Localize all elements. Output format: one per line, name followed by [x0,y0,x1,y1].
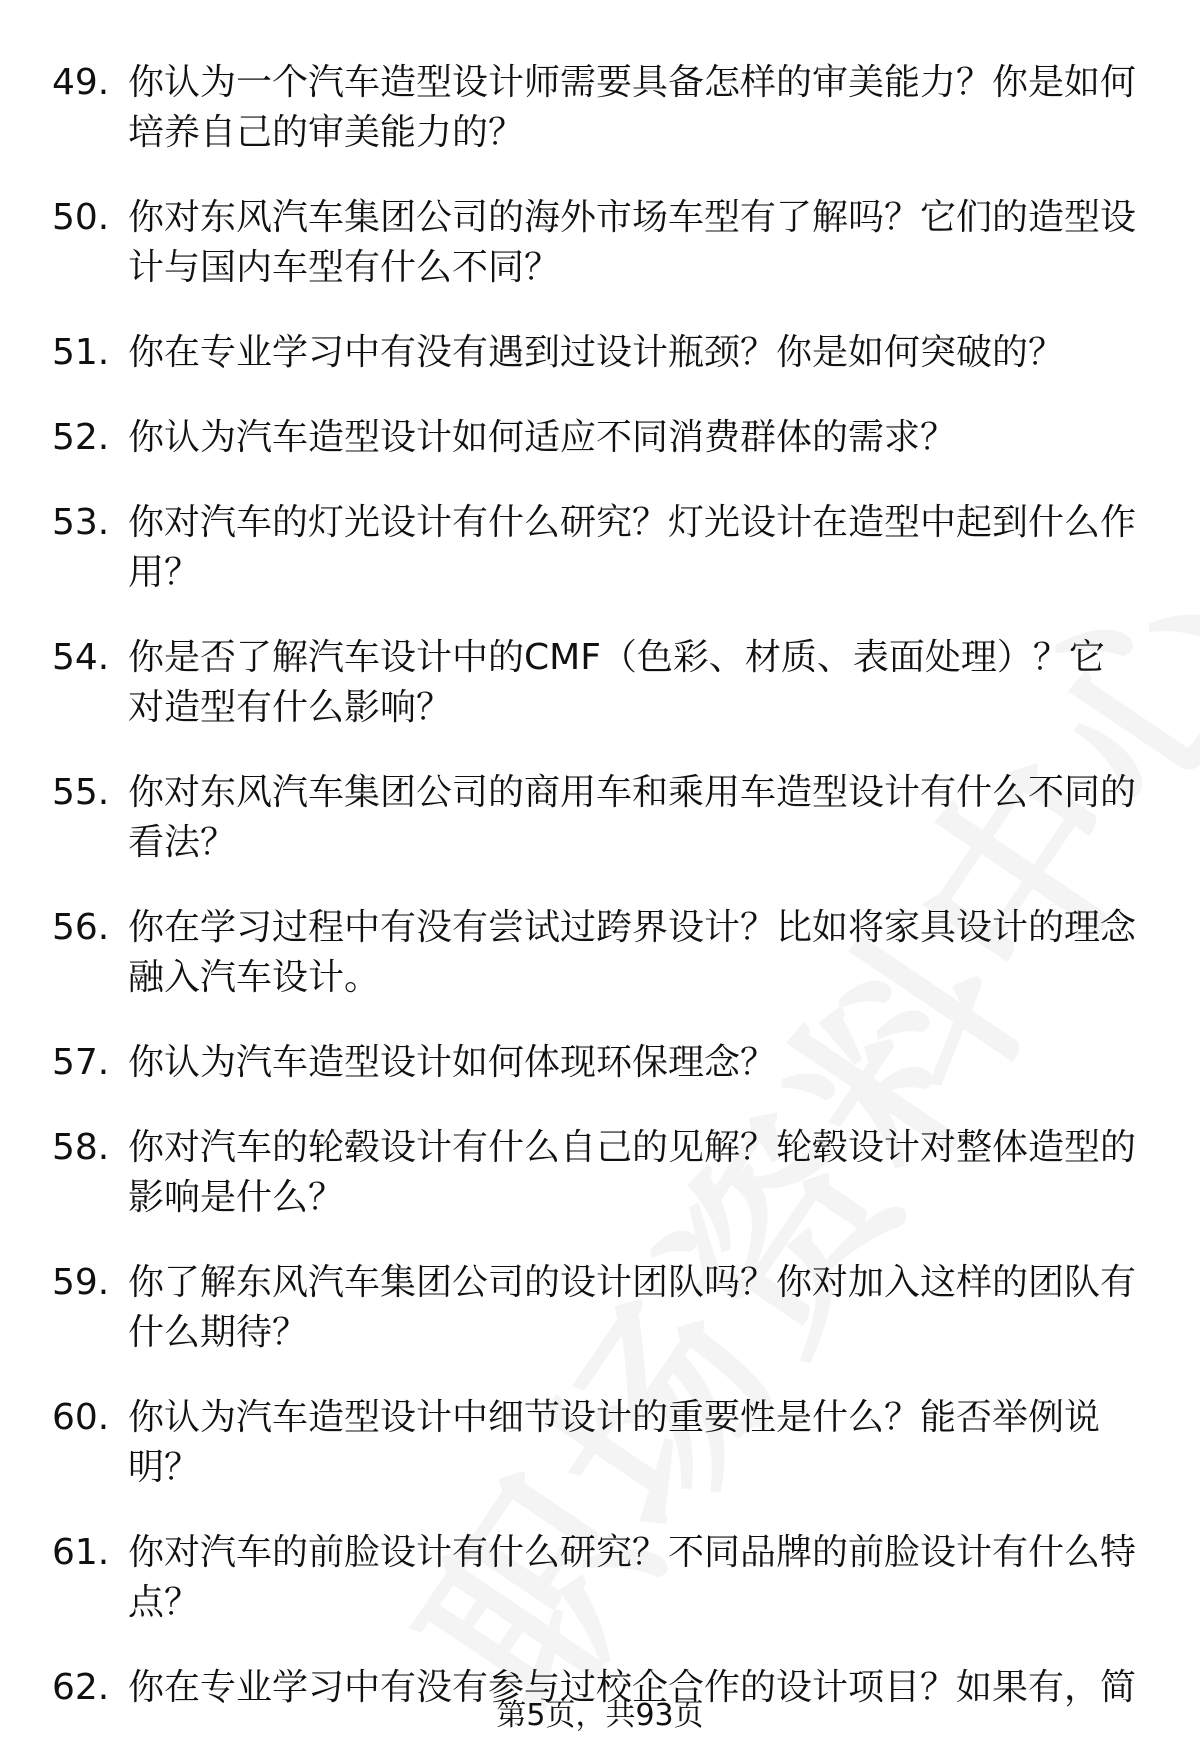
page-number-footer: 第5页，共93页 [496,1698,704,1733]
question-item [0,413,1200,463]
question-item [0,1393,1200,1493]
question-text: 你了解东风汽车集团公司的设计团队吗？你对加入这样的团队有什么期待？ [128,1262,1137,1353]
question-text: 你认为汽车造型设计如何体现环保理念？ [128,1042,777,1083]
question-item [0,768,1200,868]
question-text: 你在专业学习中有没有遇到过设计瓶颈？你是如何突破的？ [128,332,1065,373]
question-list [0,58,1200,1748]
question-number: 57. [52,1042,110,1083]
question-number: 52. [52,417,110,458]
question-text: 你认为汽车造型设计如何适应不同消费群体的需求？ [128,417,957,458]
question-number: 49. [52,62,110,103]
question-text: 你是否了解汽车设计中的CMF（色彩、材质、表面处理）？它对造型有什么影响？ [128,637,1105,728]
question-item [0,1258,1200,1358]
question-number: 58. [52,1127,110,1168]
question-item [0,328,1200,378]
question-item [0,903,1200,1003]
question-number: 62. [52,1667,110,1708]
question-text: 你对汽车的灯光设计有什么研究？灯光设计在造型中起到什么作用？ [128,502,1137,593]
question-item [0,633,1200,733]
question-number: 60. [52,1397,110,1438]
question-number: 56. [52,907,110,948]
question-item [0,1038,1200,1088]
question-text: 你认为一个汽车造型设计师需要具备怎样的审美能力？你是如何培养自己的审美能力的？ [128,62,1137,153]
question-item [0,58,1200,158]
question-text: 你认为汽车造型设计中细节设计的重要性是什么？能否举例说明？ [128,1397,1101,1488]
question-item [0,193,1200,293]
question-number: 55. [52,772,110,813]
question-number: 54. [52,637,110,678]
question-item [0,498,1200,598]
question-number: 51. [52,332,110,373]
question-number: 50. [52,197,110,238]
question-text: 你在学习过程中有没有尝试过跨界设计？比如将家具设计的理念融入汽车设计。 [128,907,1137,998]
question-text: 你对东风汽车集团公司的海外市场车型有了解吗？它们的造型设计与国内车型有什么不同？ [128,197,1137,288]
question-text: 你对东风汽车集团公司的商用车和乘用车造型设计有什么不同的看法？ [128,772,1137,863]
question-text: 你对汽车的前脸设计有什么研究？不同品牌的前脸设计有什么特点？ [128,1532,1137,1623]
question-number: 61. [52,1532,110,1573]
question-text: 你对汽车的轮毂设计有什么自己的见解？轮毂设计对整体造型的影响是什么？ [128,1127,1137,1218]
question-text: 你在专业学习中有没有参与过校企合作的设计项目？如果有，简 [128,1667,1137,1708]
question-number: 53. [52,502,110,543]
question-item [0,1528,1200,1628]
question-number: 59. [52,1262,110,1303]
question-item [0,1123,1200,1223]
